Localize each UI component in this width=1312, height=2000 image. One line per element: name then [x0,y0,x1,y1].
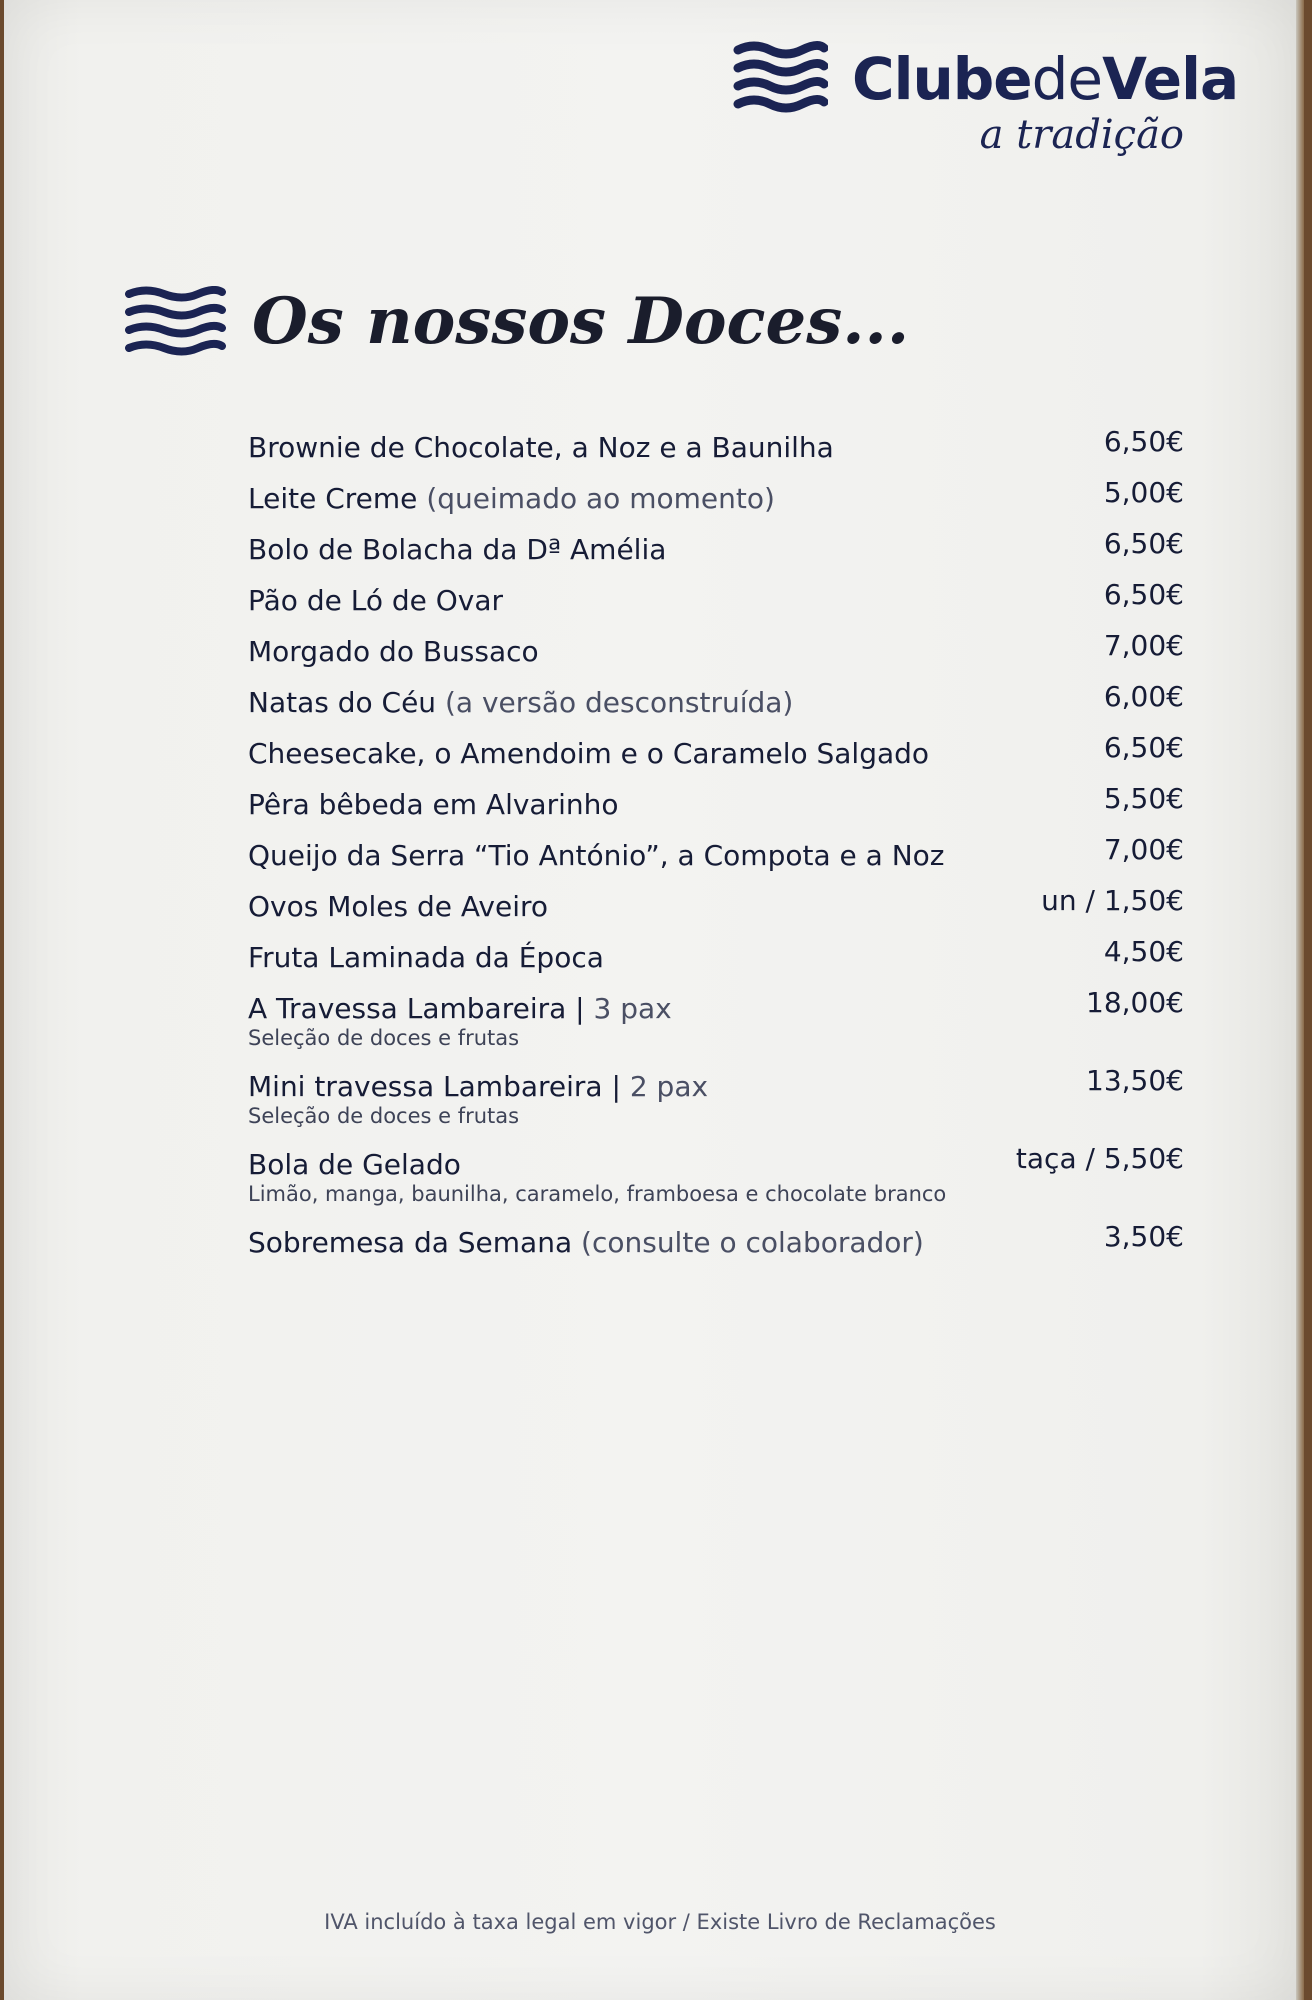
menu-item [248,935,1184,976]
menu-item-name-line [248,1225,1184,1261]
menu-item-price: un / 1,50€ [1041,884,1184,917]
menu-item-name: Cheesecake, o Amendoim e o Caramelo Salgado [248,737,930,770]
menu-item-name: Bolo de Bolacha da Dª Amélia [248,533,667,566]
menu-item-price: 7,00€ [1103,629,1184,662]
menu-item [248,1142,1184,1207]
menu-item [248,1064,1184,1129]
menu-item-name-line [248,583,1184,619]
menu-item-name: Bola de Gelado [248,1148,461,1181]
menu-item-name: Pêra bêbeda em Alvarinho [248,788,619,821]
menu-item [248,578,1184,619]
menu-item-note: 3 pax [593,992,672,1025]
section-heading [124,282,910,382]
menu-item [248,986,1184,1051]
menu-item-name: Fruta Laminada da Época [248,941,604,974]
menu-page [4,0,1304,2000]
menu-item-price: 5,00€ [1103,476,1184,509]
menu-item-name-line [248,430,1184,466]
menu-item-name: A Travessa Lambareira | [248,992,585,1025]
brand-logo [732,36,1239,166]
menu-item-note: 2 pax [629,1070,709,1103]
menu-item [248,833,1184,874]
menu-item-description: Seleção de doces e frutas [248,1104,520,1128]
menu-item-price: 7,00€ [1103,833,1184,866]
menu-item-name-line [248,481,1184,517]
menu-item-name: Morgado do Bussaco [248,635,539,668]
menu-item-name-line [248,736,1184,772]
menu-item-price: 5,50€ [1103,782,1184,815]
page-edge [1296,0,1304,2000]
menu-item-name: Sobremesa da Semana [248,1226,573,1259]
brand-name-part1: Clube [852,45,1032,113]
menu-item-price: 4,50€ [1103,935,1184,968]
dessert-menu-list [248,425,1184,1276]
menu-item [248,884,1184,925]
menu-item-name: Ovos Moles de Aveiro [248,890,549,923]
menu-item-name: Mini travessa Lambareira | [248,1070,621,1103]
menu-item-note: (a versão desconstruída) [444,686,794,719]
menu-item-price: 6,50€ [1103,578,1184,611]
menu-item [248,476,1184,517]
menu-item-name-line [248,532,1184,568]
menu-item-name-line [248,685,1184,721]
menu-item-description: Limão, manga, baunilha, caramelo, framboesa e chocolate branco [248,1182,947,1206]
menu-item-name: Leite Creme [248,482,418,515]
menu-item [248,425,1184,466]
menu-item-name-line [248,838,1184,874]
menu-item [248,1220,1184,1261]
menu-item-name: Pão de Ló de Ovar [248,584,504,617]
brand-name-part3: Vela [1102,45,1239,113]
waves-logo-icon [732,40,828,116]
menu-item-name-line [248,787,1184,823]
menu-item-name-line [248,634,1184,670]
menu-item-name-line [248,991,1184,1027]
menu-item-name-line [248,940,1184,976]
menu-item-price: 6,50€ [1103,731,1184,764]
menu-item-name: Brownie de Chocolate, a Noz e a Baunilha [248,431,834,464]
menu-item-price: 6,00€ [1103,680,1184,713]
section-title: Os nossos Doces... [252,284,910,359]
menu-item-price: 13,50€ [1086,1064,1184,1097]
menu-item [248,731,1184,772]
menu-item-note: (queimado ao momento) [426,482,775,515]
menu-item [248,527,1184,568]
menu-item-price: taça / 5,50€ [1015,1142,1184,1175]
legal-footer: IVA incluído à taxa legal em vigor / Existe Livro de Reclamações [324,1910,996,1934]
menu-item-price: 6,50€ [1103,425,1184,458]
brand-tagline: a tradição [979,112,1184,158]
menu-item-price: 18,00€ [1086,986,1184,1019]
menu-item-note: (consulte o colaborador) [581,1226,924,1259]
menu-item-name: Queijo da Serra “Tio António”, a Compota e a Noz [248,839,945,872]
menu-item-price: 3,50€ [1103,1220,1184,1253]
menu-item [248,629,1184,670]
menu-item [248,680,1184,721]
menu-item-price: 6,50€ [1103,527,1184,560]
menu-item [248,782,1184,823]
menu-item-name-line [248,1069,1184,1105]
brand-name [852,44,1238,114]
brand-name-part2: de [1031,45,1103,113]
menu-item-description: Seleção de doces e frutas [248,1026,520,1050]
waves-icon [124,286,226,358]
menu-item-name: Natas do Céu [248,686,437,719]
